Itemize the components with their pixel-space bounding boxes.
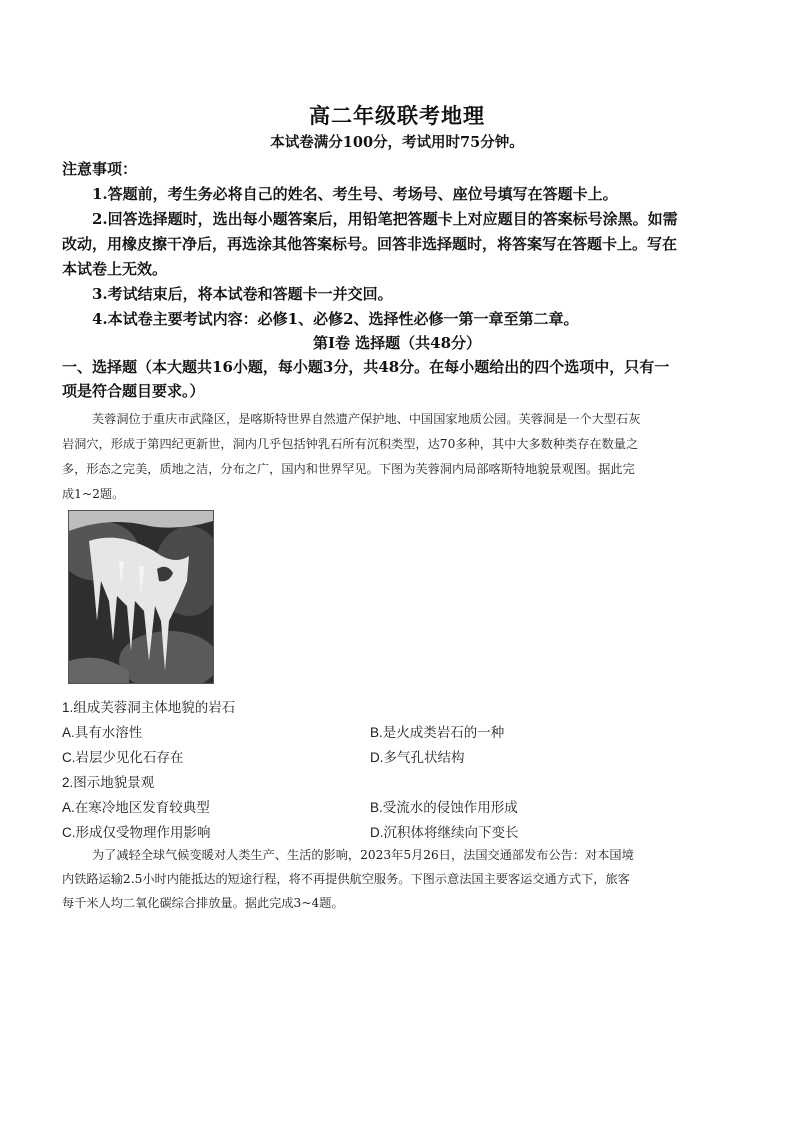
note-item-2-line-1: 2.回答选择题时，选出每小题答案后，用铅笔把答题卡上对应题目的答案标号涂黑。如需 xyxy=(92,210,678,228)
note-item-2-line-3: 本试卷上无效。 xyxy=(62,260,168,278)
passage-2-line-1: 为了减轻全球气候变暖对人类生产、生活的影响，2023年5月26日，法国交通部发布公告：对本国境 xyxy=(92,848,634,862)
section-title: 第Ⅰ卷 选择题（共48分） xyxy=(312,334,482,352)
question-2-option-c[interactable]: C.形成仅受物理作用影响 xyxy=(62,825,211,840)
section-instruction-line-1: 一、选择题（本大题共16小题，每小题3分，共48分。在每小题给出的四个选项中，只有一 xyxy=(62,358,670,376)
exam-subtitle: 本试卷满分100分，考试用时75分钟。 xyxy=(270,134,524,151)
question-1-stem: 1.组成芙蓉洞主体地貌的岩石 xyxy=(62,700,236,715)
question-2-option-b[interactable]: B.受流水的侵蚀作用形成 xyxy=(370,800,518,815)
notes-label: 注意事项： xyxy=(62,160,138,178)
question-1-option-a[interactable]: A.具有水溶性 xyxy=(62,725,143,740)
passage-1-line-2: 岩洞穴，形成于第四纪更新世，洞内几乎包括钟乳石所有沉积类型，达70多种，其中大多数种类存在数量之 xyxy=(62,437,639,451)
exam-title: 高二年级联考地理 xyxy=(309,103,485,128)
question-1-option-b[interactable]: B.是火成类岩石的一种 xyxy=(370,725,505,740)
question-2-option-d[interactable]: D.沉积体将继续向下变长 xyxy=(370,825,519,840)
question-1-option-c[interactable]: C.岩层少见化石存在 xyxy=(62,750,184,765)
note-item-4: 4.本试卷主要考试内容：必修1、必修2、选择性必修一第一章至第二章。 xyxy=(92,310,579,328)
section-instruction-line-2: 项是符合题目要求。） xyxy=(62,382,205,400)
passage-2-line-3: 每千米人均二氧化碳综合排放量。据此完成3~4题。 xyxy=(62,896,344,910)
passage-1-line-1: 芙蓉洞位于重庆市武隆区，是喀斯特世界自然遗产保护地、中国国家地质公园。芙蓉洞是一个大型石灰 xyxy=(92,412,641,426)
question-2-stem: 2.图示地貌景观 xyxy=(62,775,155,790)
question-2-option-a[interactable]: A.在寒冷地区发育较典型 xyxy=(62,800,210,815)
passage-1-line-4: 成1~2题。 xyxy=(62,487,125,501)
note-item-3: 3.考试结束后，将本试卷和答题卡一并交回。 xyxy=(92,285,393,303)
question-1-option-d[interactable]: D.多气孔状结构 xyxy=(370,750,465,765)
passage-1-line-3: 多，形态之完美，质地之洁，分布之广，国内和世界罕见。下图为芙蓉洞内局部喀斯特地貌景观图。据此完 xyxy=(62,462,635,476)
passage-2-line-2: 内铁路运输2.5小时内能抵达的短途行程，将不再提供航空服务。下图示意法国主要客运交通方式下，旅客 xyxy=(62,872,630,886)
note-item-2-line-2: 改动，用橡皮擦干净后，再选涂其他答案标号。回答非选择题时，将答案写在答题卡上。写在 xyxy=(62,235,678,253)
karst-cave-photo xyxy=(68,510,214,684)
note-item-1: 1.答题前，考生务必将自己的姓名、考生号、考场号、座位号填写在答题卡上。 xyxy=(92,185,618,203)
